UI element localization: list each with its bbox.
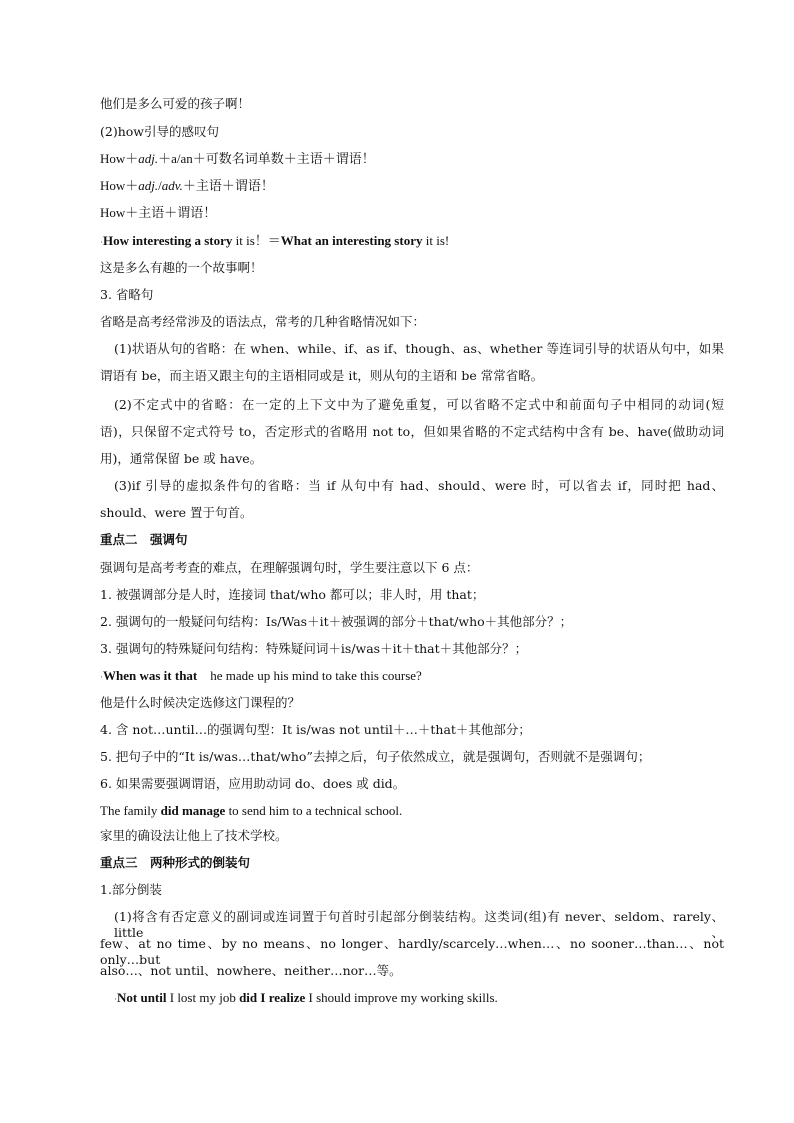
subheading-how-exclamation: (2)how引导的感叹句 — [100, 124, 219, 139]
paragraph-line: (1)状语从句的省略：在 when、while、if、as if、though、as、whether 等连词引导的状语从句中，如果 — [114, 341, 724, 356]
formula-line: How＋adj./adv.＋主语＋谓语！ — [100, 178, 274, 193]
paragraph-line: (3)if 引导的虚拟条件句的省略：当 if 从句中有 had、should、were 时，可以省去 if，同时把 had、 — [114, 478, 724, 493]
bullet-dot-icon: · — [100, 237, 103, 247]
example-translation: 他们是多么可爱的孩子啊！ — [100, 96, 251, 111]
paragraph-line: (2)不定式中的省略：在一定的上下文中为了避免重复，可以省略不定式中和前面句子中相同的动词(短 — [114, 397, 724, 412]
example-translation: 这是多么有趣的一个故事啊！ — [100, 260, 263, 275]
paragraph-line: 省略是高考经常涉及的语法点，常考的几种省略情况如下： — [100, 314, 426, 329]
example-translation: 家里的确设法让他上了技术学校。 — [100, 828, 288, 843]
paragraph-line: 谓语有 be，而主语又跟主句的主语相同或是 it，则从句的主语和 be 常常省略。 — [100, 368, 544, 383]
section-heading-emphasis: 重点二 强调句 — [100, 532, 188, 547]
list-item: 1. 被强调部分是人时，连接词 that/who 都可以；非人时，用 that； — [100, 587, 485, 602]
paragraph-line: 强调句是高考考查的难点，在理解强调句时，学生要注意以下 6 点： — [100, 560, 479, 575]
list-item: 3. 强调句的特殊疑问句结构：特殊疑问词＋is/was＋it＋that＋其他部分？； — [100, 641, 528, 656]
paragraph-line: should、were 置于句首。 — [100, 505, 253, 520]
list-item: 6. 如果需要强调谓语，应用助动词 do、does 或 did。 — [100, 776, 406, 791]
example-translation: 他是什么时候决定选修这门课程的？ — [100, 695, 301, 710]
bullet-dot-icon: · — [114, 994, 117, 1004]
subheading-partial-inversion: 1.部分倒装 — [100, 882, 162, 897]
section-heading-inversion: 重点三 两种形式的倒装句 — [100, 855, 251, 870]
paragraph-line: few、at no time、by no means、no longer、hardly/scarcely…when…、no sooner…than…、not only…but — [100, 936, 724, 967]
paragraph-line: 语)，只保留不定式符号 to，否定形式的省略用 not to，但如果省略的不定式结构中含有 be、have(做助动词 — [100, 424, 724, 439]
example-sentence: The family did manage to send him to a technical school. — [100, 803, 403, 818]
section-heading-ellipsis: 3. 省略句 — [100, 287, 154, 302]
paragraph-line: (1)将含有否定意义的副词或连词置于句首时引起部分倒装结构。这类词(组)有 never、seldom、rarely、little、 — [114, 909, 724, 940]
formula-line: How＋adj.＋a/an＋可数名词单数＋主语＋谓语！ — [100, 151, 375, 166]
example-sentence: ·How interesting a story it is！＝What an interesting story it is! — [100, 233, 450, 248]
list-item: 4. 含 not…until…的强调句型：It is/was not until＋…＋that＋其他部分； — [100, 722, 531, 737]
list-item: 5. 把句子中的“It is/was…that/who”去掉之后，句子依然成立，就是强调句，否则就不是强调句； — [100, 749, 651, 764]
paragraph-line: 用)，通常保留 be 或 have。 — [100, 451, 263, 466]
formula-line: How＋主语＋谓语！ — [100, 205, 217, 220]
list-item: 2. 强调句的一般疑问句结构：Is/Was＋it＋被强调的部分＋that/who＋其他部分？； — [100, 614, 573, 629]
bullet-dot-icon: · — [100, 672, 103, 682]
example-sentence: ·When was it that he made up his mind to take this course? — [100, 668, 422, 683]
example-sentence: ·Not until I lost my job did I realize I should improve my working skills. — [114, 990, 498, 1005]
paragraph-line: also…、not until、nowhere、neither…nor…等。 — [100, 963, 402, 978]
